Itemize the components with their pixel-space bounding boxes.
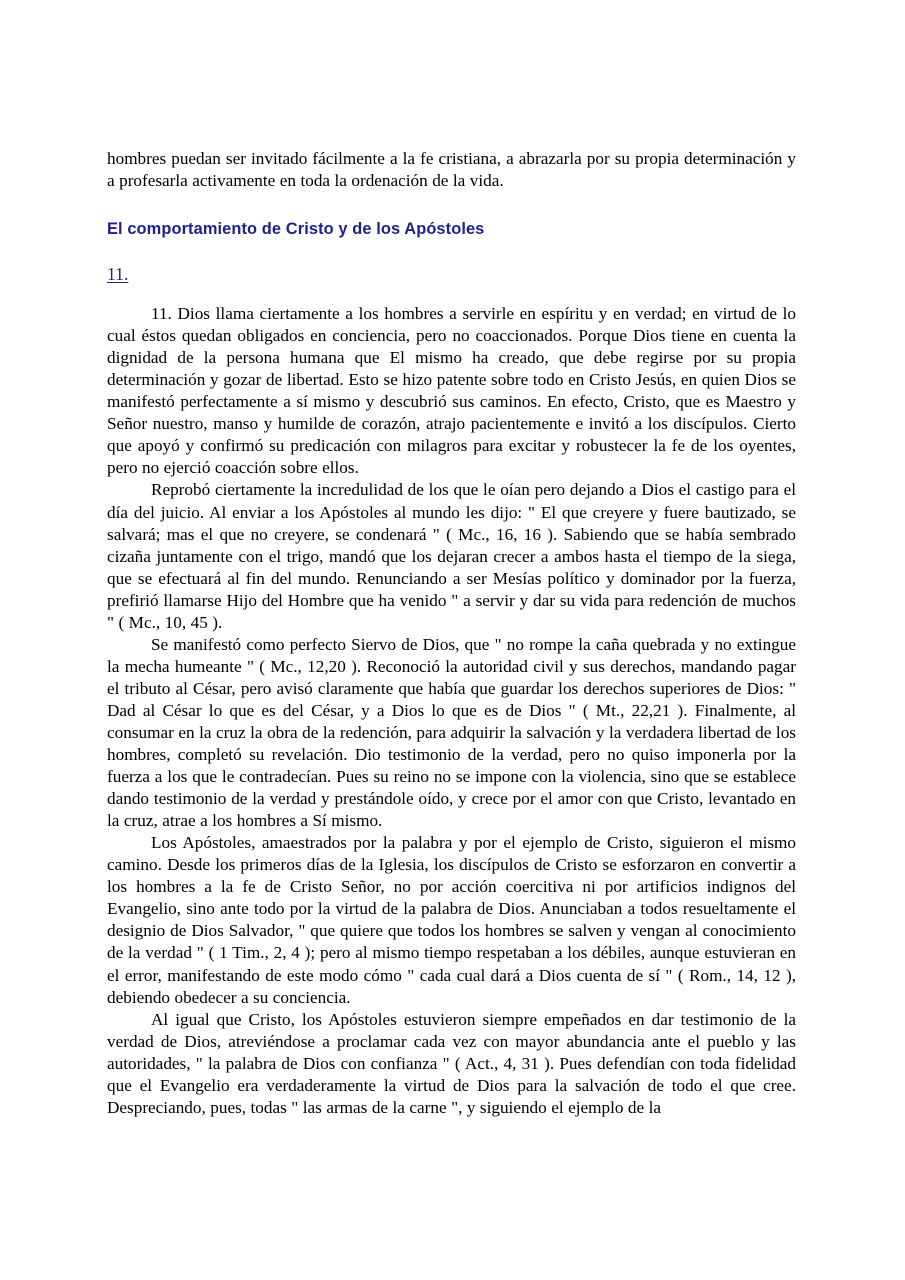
body-paragraph: Reprobó ciertamente la incredulidad de los que le oían pero dejando a Dios el castigo para el día del juicio. Al enviar a los Apóstoles al mundo les dijo: " El que creyere y fuere bautizado, se salvará; mas el que no creyere, se condenará " ( Mc., 16, 16 ). Sabiendo que se había sembrado cizaña juntamente con el trigo, mandó que los dejaran crecer a ambos hasta el tiempo de la siega, que se efectuará al fin del mundo. Renunciando a ser Mesías político y dominador por la fuerza, prefirió llamarse Hijo del Hombre que ha venido " a servir y dar su vida para redención de muchos " ( Mc., 10, 45 ). [107,480,796,632]
spacer-before-heading [107,192,796,219]
spacer-after-heading [107,239,796,263]
body-paragraph: Al igual que Cristo, los Apóstoles estuvieron siempre empeñados en dar testimonio de la verdad de Dios, atreviéndose a proclamar cada vez con mayor abundancia ante el pueblo y las autoridades, " la palabra de Dios con confianza " ( Act., 4, 31 ). Pues defendían con toda fidelidad que el Evangelio era verdaderamente la virtud de Dios para la salvación de todo el que cree. Despreciando, pues, todas " las armas de la carne ", y siguiendo el ejemplo de la [107,1009,796,1117]
section-number-anchor[interactable]: 11. [107,264,129,285]
page-bottom-spacer [107,1119,796,1179]
body-paragraph: 11. Dios llama ciertamente a los hombres a servirle en espíritu y en verdad; en virtud de lo cual éstos quedan obligados en conciencia, pero no coaccionados. Porque Dios tiene en cuenta la dignidad de la persona humana que El mismo ha creado, que debe regirse por su propia determinación y gozar de libertad. Esto se hizo patente sobre todo en Cristo Jesús, en quien Dios se manifestó perfectamente a sí mismo y descubrió sus caminos. En efecto, Cristo, que es Maestro y Señor nuestro, manso y humilde de corazón, atrajo pacientemente e invitó a los discípulos. Cierto que apoyó y confirmó su predicación con milagros para excitar y robustecer la fe de los oyentes, pero no ejerció coacción sobre ellos. [107,304,796,478]
body-paragraph: Se manifestó como perfecto Siervo de Dios, que " no rompe la caña quebrada y no extingue la mecha humeante " ( Mc., 12,20 ). Reconoció la autoridad civil y sus derechos, mandando pagar el tributo al César, pero avisó claramente que había que guardar los derechos superiores de Dios: " Dad al César lo que es del César, y a Dios lo que es de Dios " ( Mt., 22,21 ). Finalmente, al consumar en la cruz la obra de la redención, para adquirir la salvación y la verdadera libertad de los hombres, completó su revelación. Dio testimonio de la verdad, pero no quiso imponerla por la fuerza a los que le contradecían. Pues su reino no se impone con la violencia, sino que se establece dando testimonio de la verdad y prestándole oído, y crece por el amor con que Cristo, levantado en la cruz, atrae a los hombres a Sí mismo. [107,634,796,831]
continued-intro-paragraph: hombres puedan ser invitado fácilmente a la fe cristiana, a abrazarla por su propia determinación y a profesarla activamente en toda la ordenación de la vida. [107,149,796,191]
section-heading: El comportamiento de Cristo y de los Apóstoles [107,220,485,239]
spacer-after-anchor [107,285,796,303]
body-paragraph: Los Apóstoles, amaestrados por la palabra y por el ejemplo de Cristo, siguieron el mismo camino. Desde los primeros días de la Iglesia, los discípulos de Cristo se esforzaron en convertir a los hombres a la fe de Cristo Señor, no por acción coercitiva ni por artificios indignos del Evangelio, sino ante todo por la virtud de la palabra de Dios. Anunciaban a todos resueltamente el designio de Dios Salvador, " que quiere que todos los hombres se salven y vengan al conocimiento de la verdad " ( 1 Tim., 2, 4 ); pero al mismo tiempo respetaban a los débiles, aunque estuvieran en el error, manifestando de este modo cómo " cada cual dará a Dios cuenta de sí " ( Rom., 14, 12 ), debiendo obedecer a su conciencia. [107,833,796,1007]
document-text-column [107,148,796,1179]
section-number-anchor-row [107,263,796,285]
